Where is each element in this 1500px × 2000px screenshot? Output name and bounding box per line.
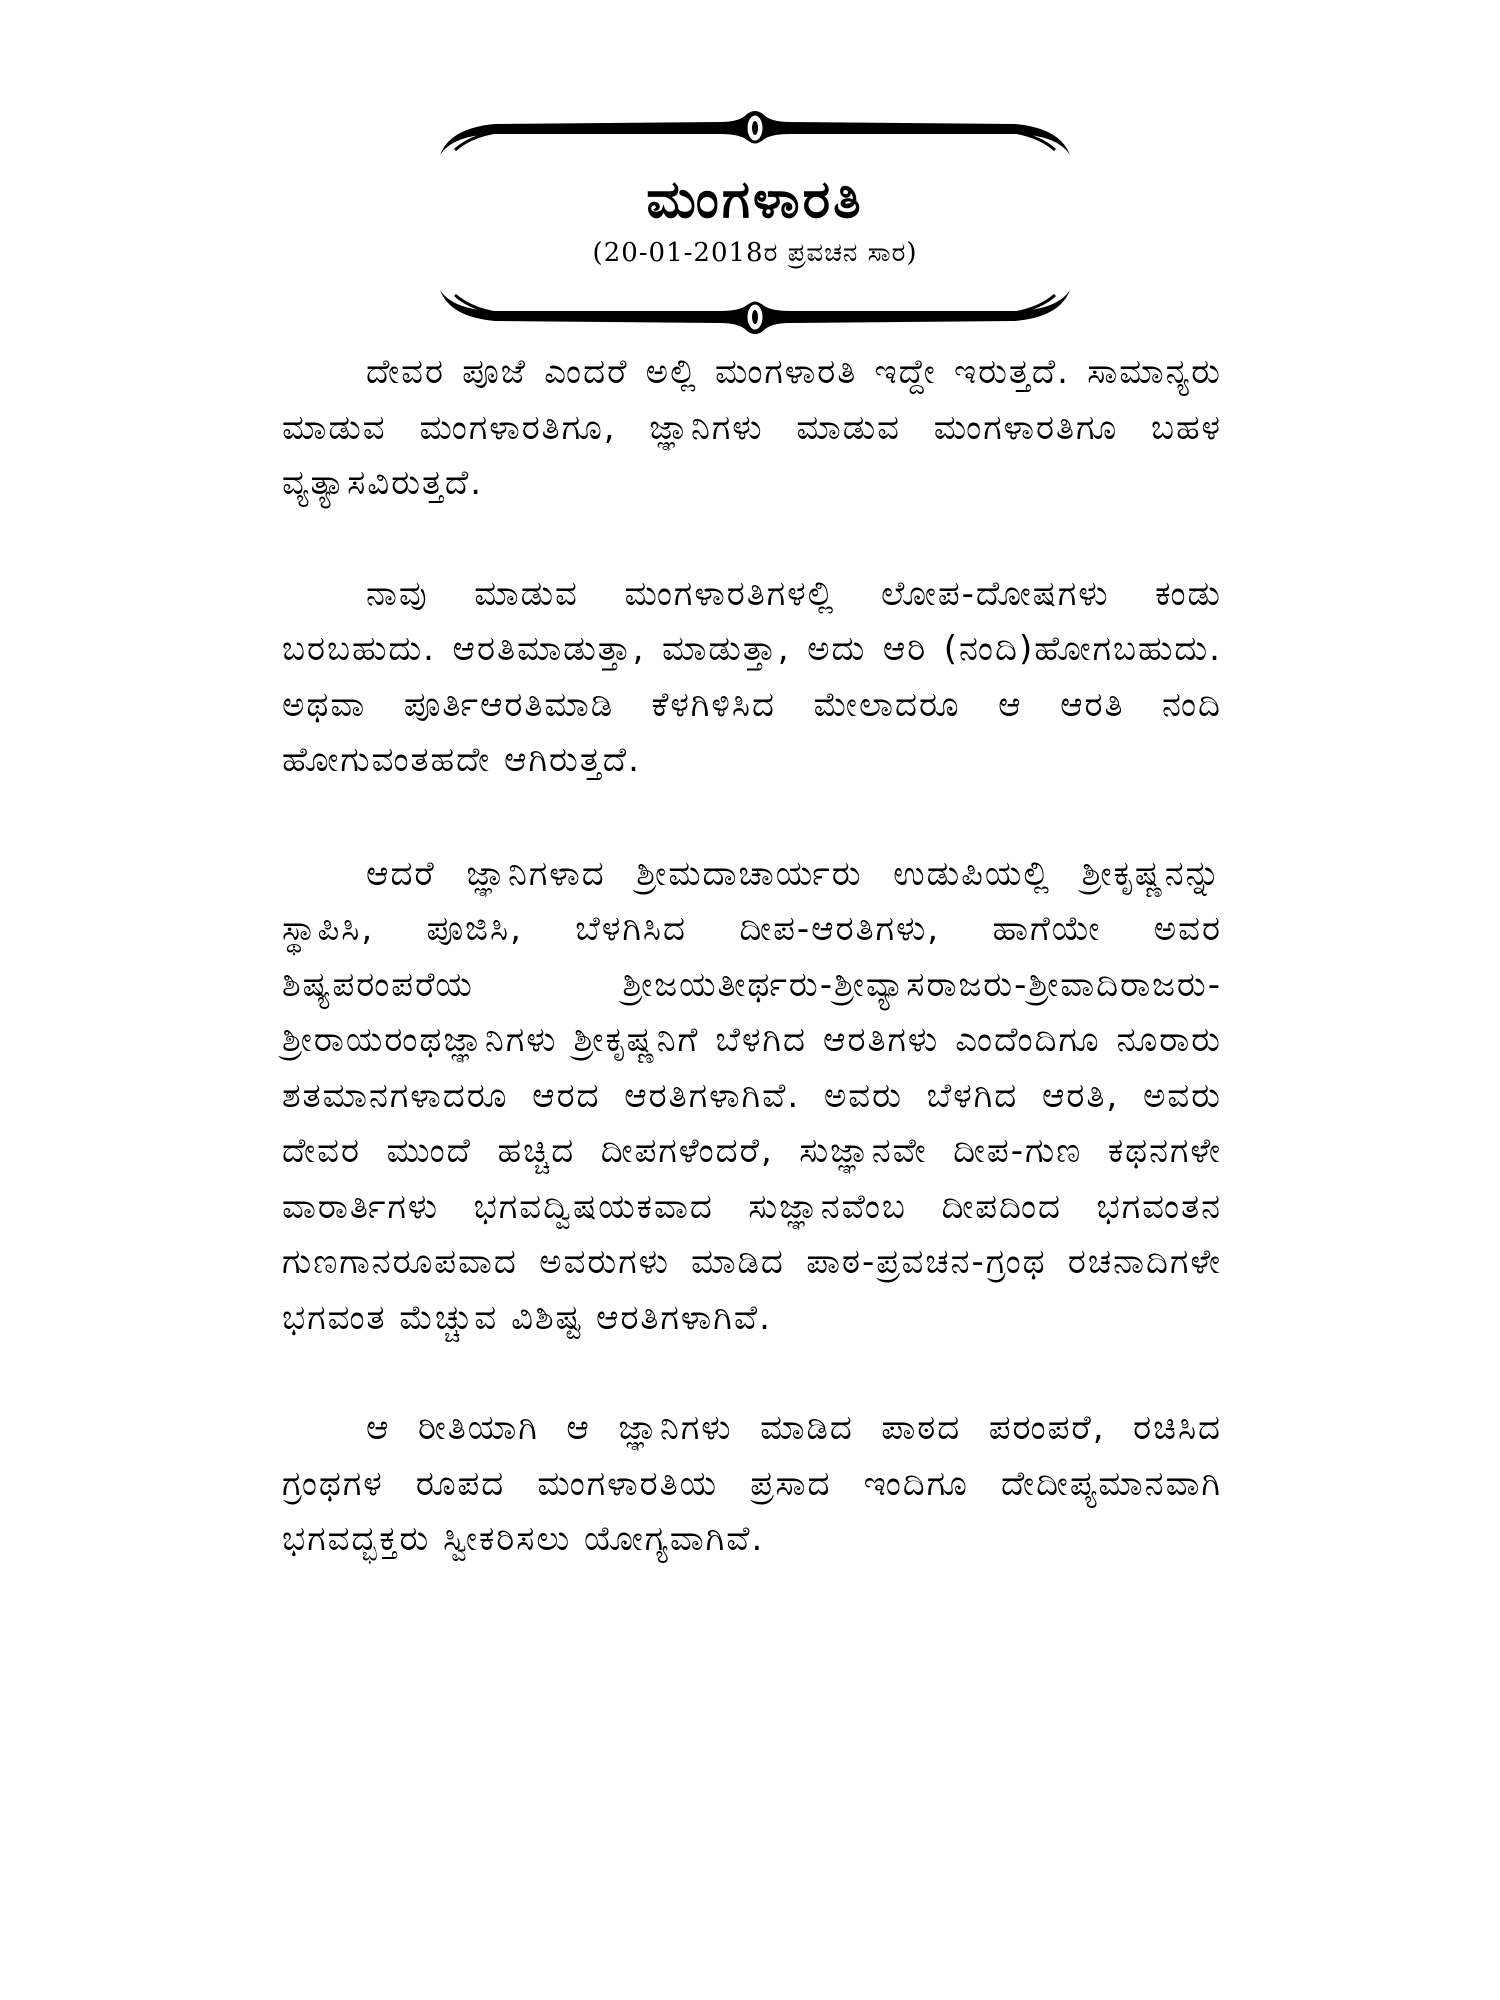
paragraph-3: ಆದರೆ ಜ್ಞಾನಿಗಳಾದ ಶ್ರೀಮದಾಚಾರ್ಯರು ಉಡುಪಿಯಲ್ಲಿ ಶ್ರೀಕೃಷ್ಣನನ್ನು ಸ್ಥಾಪಿಸಿ, ಪೂಜಿಸಿ, ಬೆಳಗಿಸಿದ ದೀಪ-ಆರತಿಗಳು, ಹಾಗೆಯೇ ಅವರ ಶಿಷ್ಯಪರಂಪರೆಯ ಶ್ರೀಜಯತೀರ್ಥರು-ಶ್ರೀವ್ಯಾಸರಾಜರು-ಶ್ರೀವಾದಿರಾಜರು-ಶ್ರೀರಾಯರಂಥಜ್ಞಾನಿಗಳು ಶ್ರೀಕೃಷ್ಣನಿಗೆ ಬೆಳಗಿದ ಆರತಿಗಳು ಎಂದೆಂದಿಗೂ ನೂರಾರು ಶತಮಾನಗಳಾದರೂ ಆರದ ಆರತಿಗಳಾಗಿವೆ. ಅವರು ಬೆಳಗಿದ ಆರತಿ, ಅವರು ದೇವರ ಮುಂದೆ ಹಚ್ಚಿದ ದೀಪಗಳೆಂದರೆ, ಸುಜ್ಞಾನವೇ ದೀಪ-ಗುಣ ಕಥನಗಳೇ ವಾರಾರ್ತಿಗಳು ಭಗವದ್ವಿಷಯಕವಾದ ಸುಜ್ಞಾನವೆಂಬ ದೀಪದಿಂದ ಭಗವಂತನ ಗುಣಗಾನರೂಪವಾದ ಅವರುಗಳು ಮಾಡಿದ ಪಾಠ-ಪ್ರವಚನ-ಗ್ರಂಥ ರಚನಾದಿಗಳೇ ಭಗವಂತ ಮೆಚ್ಚುವ ವಿಶಿಷ್ಟ ಆರತಿಗಳಾಗಿವೆ. bbox=[282, 853, 1222, 1338]
paragraph-1: ದೇವರ ಪೂಜೆ ಎಂದರೆ ಅಲ್ಲಿ ಮಂಗಳಾರತಿ ಇದ್ದೇ ಇರುತ್ತದೆ. ಸಾಮಾನ್ಯರು ಮಾಡುವ ಮಂಗಳಾರತಿಗೂ, ಜ್ಞಾನಿಗಳು ಮಾಡುವ ಮಂಗಳಾರತಿಗೂ ಬಹಳ ವ್ಯತ್ಯಾಸವಿರುತ್ತದೆ. bbox=[282, 352, 1222, 503]
page-title: ಮಂಗಳಾರತಿ bbox=[646, 170, 864, 230]
page-subtitle: (20-01-2018ರ ಪ್ರವಚನ ಸಾರ) bbox=[592, 238, 918, 268]
article-body bbox=[282, 345, 1222, 1623]
paragraph-2: ನಾವು ಮಾಡುವ ಮಂಗಳಾರತಿಗಳಲ್ಲಿ ಲೋಪ-ದೋಷಗಳು ಕಂಡು ಬರಬಹುದು. ಆರತಿಮಾಡುತ್ತಾ, ಮಾಡುತ್ತಾ, ಅದು ಆರಿ (ನಂದಿ)ಹೋಗಬಹುದು. ಅಥವಾ ಪೂರ್ತಿಆರತಿಮಾಡಿ ಕೆಳಗಿಳಿಸಿದ ಮೇಲಾದರೂ ಆ ಆರತಿ ನಂದಿ ಹೋಗುವಂತಹದೇ ಆಗಿರುತ್ತದೆ. bbox=[282, 573, 1222, 780]
paragraph-4: ಆ ರೀತಿಯಾಗಿ ಆ ಜ್ಞಾನಿಗಳು ಮಾಡಿದ ಪಾಠದ ಪರಂಪರೆ, ರಚಿಸಿದ ಗ್ರಂಥಗಳ ರೂಪದ ಮಂಗಳಾರತಿಯ ಪ್ರಸಾದ ಇಂದಿಗೂ ದೇದೀಪ್ಯಮಾನವಾಗಿ ಭಗವದ್ಭಕ್ತರು ಸ್ವೀಕರಿಸಲು ಯೋಗ್ಯವಾಗಿವೆ. bbox=[282, 1408, 1222, 1559]
title-ornament-frame bbox=[435, 110, 1075, 335]
